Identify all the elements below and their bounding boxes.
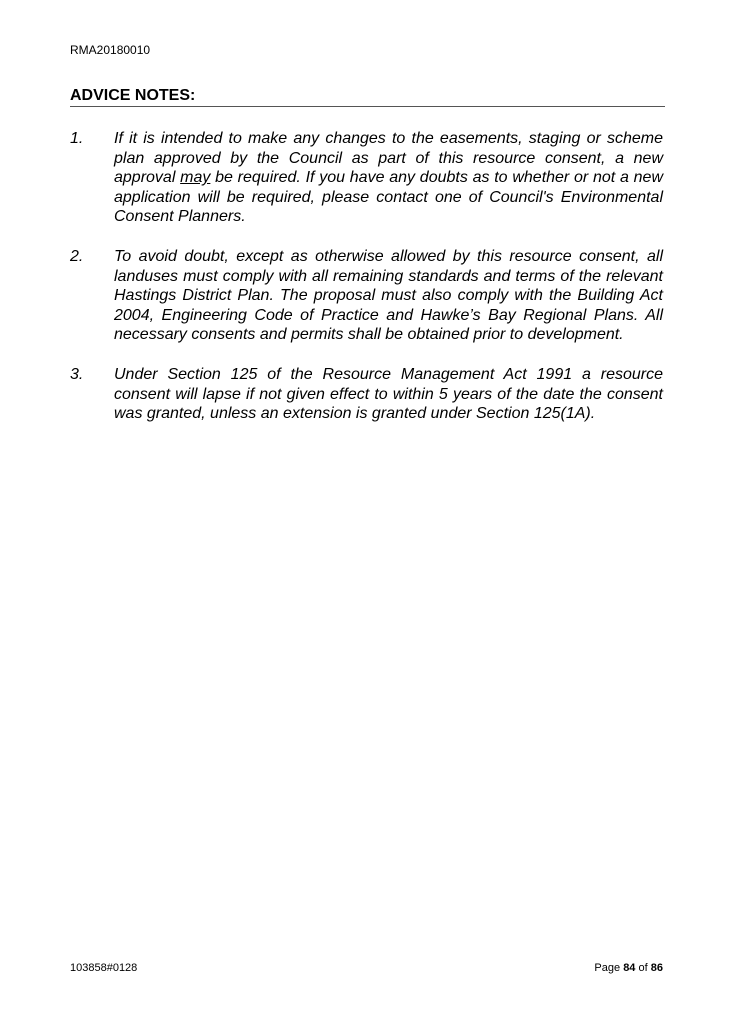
note-text: [114, 129, 663, 227]
note-number: 3.: [70, 365, 84, 383]
page-total: 86: [650, 962, 663, 974]
note-text-part: If it is intended to make any changes to the easements, staging or scheme plan approved by the Council as part of this resource consent, a new approval: [114, 130, 663, 187]
note-text: Under Section 125 of the Resource Management Act 1991 a resource consent will lapse if not given effect to within 5 years of the date the consent was granted, unless an extension is granted under Section 125(1A).: [114, 365, 663, 423]
page-current: 84: [623, 962, 636, 974]
section-heading: ADVICE NOTES:: [70, 87, 665, 107]
underlined-word: may: [180, 169, 211, 187]
footer-document-id: 103858#0128: [70, 962, 138, 974]
note-text-part: be required. If you have any doubts as to whether or not a new application will be required, please contact one of Council's Environmental Consent Planners.: [114, 169, 664, 226]
footer-page-number: [594, 962, 663, 974]
advice-note-3: [70, 365, 663, 424]
note-text: To avoid doubt, except as otherwise allowed by this resource consent, all landuses must comply with all remaining standards and terms of the relevant Hastings District Plan. The proposal must also comply with the Building Act 2004, Engineering Code of Practice and Hawke’s Bay Regional Plans. All necessary consents and permits shall be obtained prior to development.: [114, 247, 663, 344]
page-label: Page: [594, 962, 621, 974]
advice-note-2: [70, 247, 663, 345]
advice-notes-list: [70, 129, 663, 444]
note-number: 1.: [70, 130, 84, 147]
document-reference: RMA20180010: [70, 43, 151, 57]
note-number: 2.: [70, 247, 84, 265]
page-of: of: [638, 962, 648, 974]
advice-note-1: [70, 129, 663, 227]
